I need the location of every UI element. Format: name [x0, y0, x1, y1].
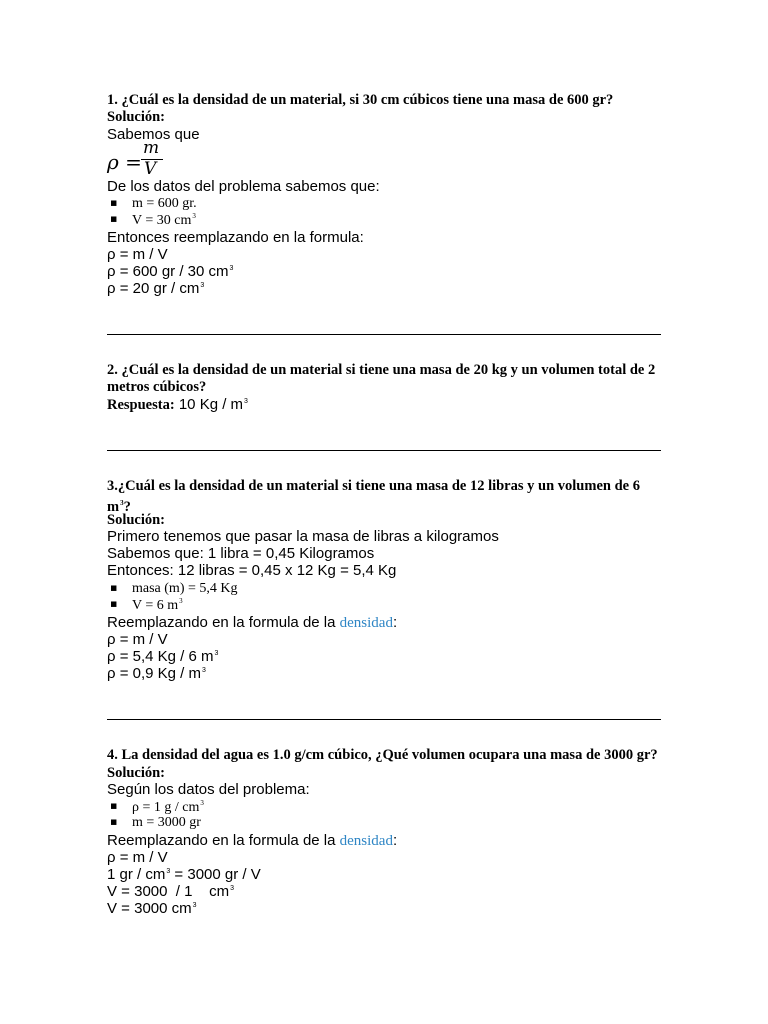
p4-reemplazando: Reemplazando en la formula de la densidad:: [107, 832, 398, 849]
divider-2: [107, 450, 661, 451]
p4-segun: Según los datos del problema:: [107, 781, 310, 798]
formula-denominator: V: [144, 159, 157, 179]
list-item: [110, 815, 410, 832]
densidad-link[interactable]: densidad: [339, 833, 393, 849]
list-item: [110, 581, 410, 598]
p1-eq2: ρ = 600 gr / 30 $cm^3$: [107, 263, 234, 280]
answer-value: 10 Kg / $m^3$: [174, 396, 248, 413]
question-2-line1: 2. ¿Cuál es la densidad de un material si tiene una masa de 20 kg y un volumen total de 2: [107, 362, 656, 378]
bullet-text: m = 3000 gr: [132, 815, 201, 830]
list-item: [110, 196, 410, 213]
question-4: 4. La densidad del agua es 1.0 g/cm cúbico, ¿Qué volumen ocupara una masa de 3000 gr?: [107, 747, 658, 763]
bullet-text: ρ = 1 g / $cm^3$: [132, 799, 204, 815]
bullet-icon: ▪: [110, 799, 118, 812]
question-3-line1: 3.¿Cuál es la densidad de un material si tiene una masa de 12 libras y un volumen de 6: [107, 478, 640, 494]
p3-eq3: ρ = 0,9 Kg / $m^3$: [107, 665, 206, 682]
p1-entonces: Entonces reemplazando en la formula:: [107, 229, 364, 246]
p3-primero: Primero tenemos que pasar la masa de libras a kilogramos: [107, 528, 499, 545]
bullet-icon: ▪: [110, 196, 118, 209]
p1-sabemos: Sabemos que: [107, 126, 200, 143]
p1-eq1: ρ = m / V: [107, 246, 168, 263]
solution-label-3: Solución:: [107, 512, 166, 528]
density-formula: [107, 138, 167, 180]
p1-datos: De los datos del problema sabemos que:: [107, 178, 380, 195]
p4-eq1: ρ = m / V: [107, 849, 168, 866]
answer-label: Respuesta:: [107, 397, 175, 413]
bullet-icon: ▪: [110, 581, 118, 594]
p3-entonces: Entonces: 12 libras = 0,45 x 12 Kg = 5,4 Kg: [107, 562, 397, 579]
densidad-link[interactable]: densidad: [339, 615, 393, 631]
divider-3: [107, 719, 661, 720]
bullet-text: V = 6 $m^3$: [132, 597, 183, 613]
p3-eq1: ρ = m / V: [107, 631, 168, 648]
p4-eq2: 1 gr / $cm^3 = 3000$ gr / V: [107, 866, 261, 883]
answer-2: [107, 396, 248, 414]
bullet-text: masa (m) = 5,4 Kg: [132, 581, 238, 596]
list-item: [110, 799, 410, 816]
bullet-text: V = 30 $cm^3$: [132, 212, 196, 228]
solution-label-4: Solución:: [107, 765, 166, 781]
p3-eq2: ρ = 5,4 Kg / 6 $m^3$: [107, 648, 219, 665]
bullet-text: m = 600 gr.: [132, 196, 197, 211]
divider-1: [107, 334, 661, 335]
p1-eq3: ρ = 20 gr / $cm^3$: [107, 280, 205, 297]
p4-eq4: V = 3000 $cm^3$: [107, 900, 197, 917]
p4-eq3: V = 3000 / 1 $cm^3$: [107, 883, 235, 900]
question-1: 1. ¿Cuál es la densidad de un material, si 30 cm cúbicos tiene una masa de 600 gr?: [107, 92, 614, 108]
question-3-line2: $m^3$?: [107, 499, 131, 515]
list-item: [110, 212, 410, 229]
p3-reemplazando: Reemplazando en la formula de la densidad:: [107, 614, 398, 631]
question-2-line2: metros cúbicos?: [107, 379, 207, 395]
formula-numerator: m: [143, 138, 160, 158]
solution-label-1: Solución:: [107, 109, 166, 125]
bullet-icon: ▪: [110, 212, 118, 225]
p3-sabemos: Sabemos que: 1 libra = 0,45 Kilogramos: [107, 545, 375, 562]
formula-rho: ρ =: [107, 150, 142, 174]
list-item: [110, 597, 410, 614]
bullet-icon: ▪: [110, 597, 118, 610]
bullet-icon: ▪: [110, 815, 118, 828]
